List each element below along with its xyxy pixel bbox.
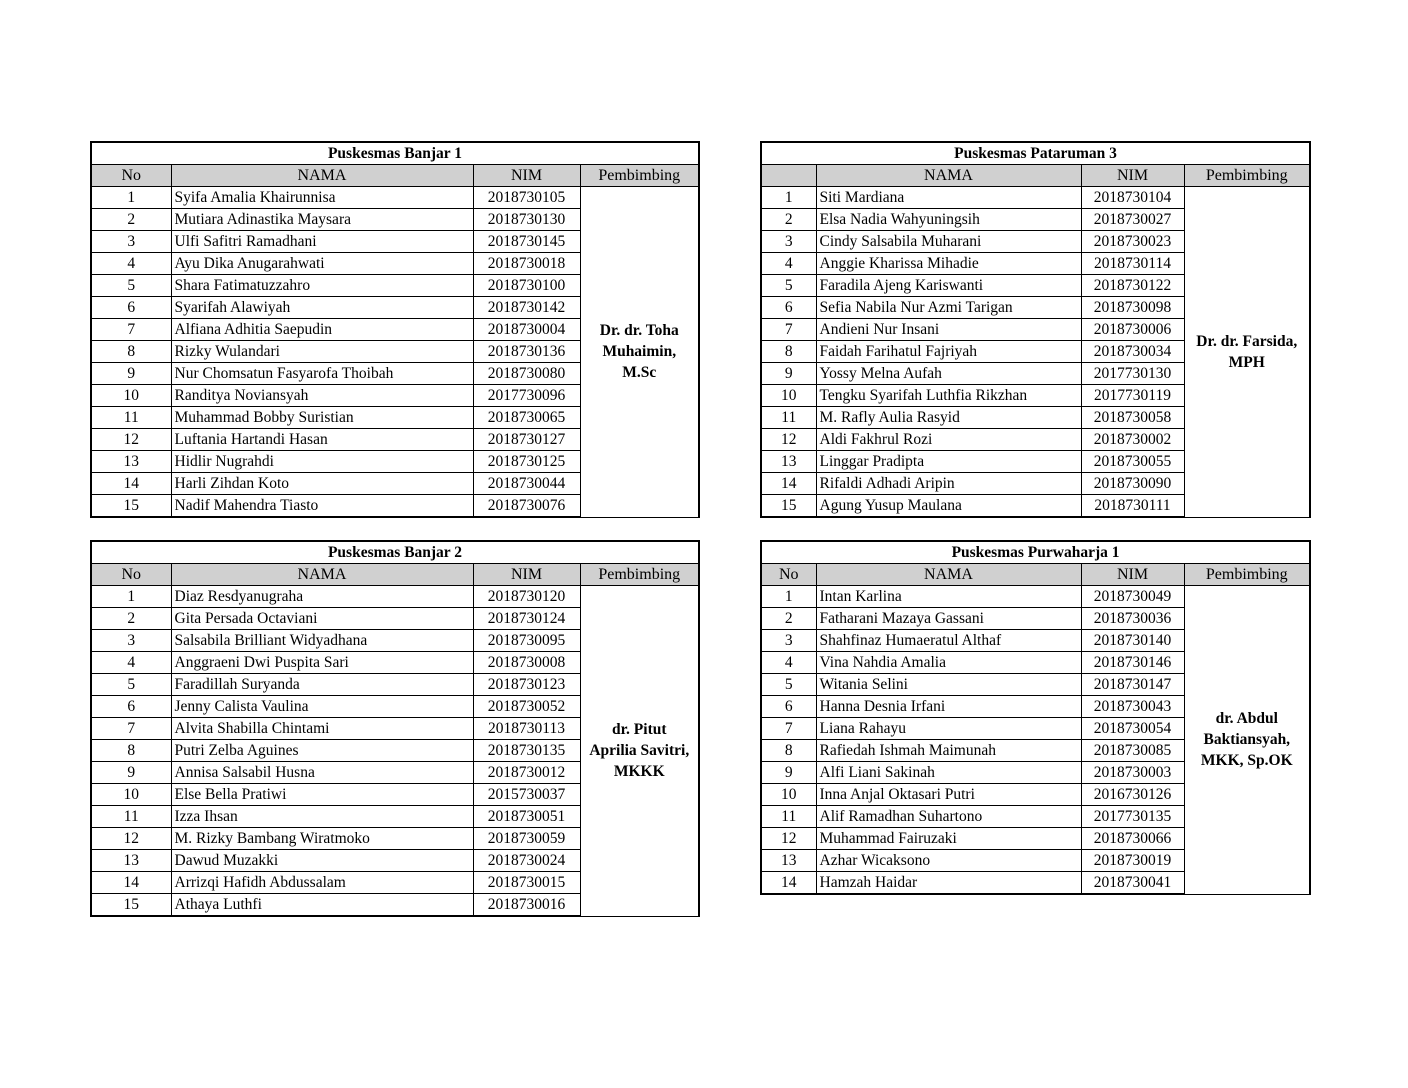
- cell-no: 1: [761, 586, 816, 608]
- cell-nama: Cindy Salsabila Muharani: [816, 231, 1081, 253]
- cell-nama: Linggar Pradipta: [816, 451, 1081, 473]
- cell-no: 9: [91, 762, 171, 784]
- cell-no: 5: [91, 674, 171, 696]
- cell-nim: 2018730054: [1081, 718, 1184, 740]
- cell-nama: Agung Yusup Maulana: [816, 495, 1081, 518]
- cell-nama: Intan Karlina: [816, 586, 1081, 608]
- column-header-nama: NAMA: [171, 564, 473, 586]
- header-row: [761, 564, 1310, 586]
- cell-nama: M. Rafly Aulia Rasyid: [816, 407, 1081, 429]
- cell-nim: 2018730113: [473, 718, 580, 740]
- cell-nim: 2018730023: [1081, 231, 1184, 253]
- cell-no: 4: [91, 253, 171, 275]
- cell-no: 8: [761, 740, 816, 762]
- cell-nim: 2018730003: [1081, 762, 1184, 784]
- pembimbing-line: MKK, Sp.OK: [1200, 752, 1293, 770]
- table-row: [91, 187, 699, 209]
- cell-nama: Siti Mardiana: [816, 187, 1081, 209]
- cell-no: 9: [91, 363, 171, 385]
- cell-nim: 2018730044: [473, 473, 580, 495]
- column-header-pembimbing: Pembimbing: [580, 564, 699, 586]
- pembimbing-line: dr. Abdul: [1215, 710, 1278, 728]
- cell-nama: Harli Zihdan Koto: [171, 473, 473, 495]
- cell-no: 6: [761, 696, 816, 718]
- cell-nama: Hanna Desnia Irfani: [816, 696, 1081, 718]
- cell-nim: 2018730146: [1081, 652, 1184, 674]
- table-title-row: [761, 142, 1310, 165]
- cell-no: 6: [91, 696, 171, 718]
- cell-nama: Yossy Melna Aufah: [816, 363, 1081, 385]
- cell-no: 6: [91, 297, 171, 319]
- cell-nama: Ayu Dika Anugarahwati: [171, 253, 473, 275]
- cell-nim: 2018730130: [473, 209, 580, 231]
- cell-no: 4: [91, 652, 171, 674]
- header-row: [91, 165, 699, 187]
- cell-nim: 2018730055: [1081, 451, 1184, 473]
- cell-no: 10: [761, 385, 816, 407]
- cell-nama: Annisa Salsabil Husna: [171, 762, 473, 784]
- cell-nim: 2018730120: [473, 586, 580, 608]
- cell-no: 3: [761, 231, 816, 253]
- cell-nim: 2015730037: [473, 784, 580, 806]
- cell-no: 12: [91, 429, 171, 451]
- cell-nama: Else Bella Pratiwi: [171, 784, 473, 806]
- cell-nama: Salsabila Brilliant Widyadhana: [171, 630, 473, 652]
- cell-nim: 2018730034: [1081, 341, 1184, 363]
- pembimbing-line: MKKK: [613, 763, 665, 781]
- cell-no: 2: [761, 209, 816, 231]
- cell-nim: 2018730041: [1081, 872, 1184, 895]
- cell-nama: Rizky Wulandari: [171, 341, 473, 363]
- column-header-nama: NAMA: [816, 165, 1081, 187]
- cell-nim: 2018730008: [473, 652, 580, 674]
- pembimbing-line: Aprilia Savitri,: [589, 742, 690, 760]
- cell-nim: 2018730036: [1081, 608, 1184, 630]
- cell-no: 7: [91, 718, 171, 740]
- cell-nama: Syarifah Alawiyah: [171, 297, 473, 319]
- table-row: [761, 586, 1310, 608]
- cell-nim: 2018730142: [473, 297, 580, 319]
- cell-no: 7: [761, 319, 816, 341]
- cell-nama: Alfi Liani Sakinah: [816, 762, 1081, 784]
- cell-no: 9: [761, 762, 816, 784]
- column-header-no: No: [761, 564, 816, 586]
- column-header-pembimbing: Pembimbing: [580, 165, 699, 187]
- table-title: Puskesmas Banjar 1: [91, 142, 699, 165]
- cell-no: 9: [761, 363, 816, 385]
- cell-no: 14: [91, 473, 171, 495]
- cell-no: 3: [761, 630, 816, 652]
- cell-nim: 2018730085: [1081, 740, 1184, 762]
- cell-no: 6: [761, 297, 816, 319]
- cell-nim: 2018730136: [473, 341, 580, 363]
- cell-nama: Putri Zelba Aguines: [171, 740, 473, 762]
- cell-no: 5: [761, 275, 816, 297]
- table-row: [91, 586, 699, 608]
- cell-nama: Liana Rahayu: [816, 718, 1081, 740]
- cell-nim: 2018730043: [1081, 696, 1184, 718]
- cell-no: 10: [91, 385, 171, 407]
- cell-no: 13: [761, 451, 816, 473]
- pembimbing-line: MPH: [1228, 353, 1265, 371]
- cell-nama: Fatharani Mazaya Gassani: [816, 608, 1081, 630]
- cell-nim: 2018730027: [1081, 209, 1184, 231]
- cell-nim: 2017730130: [1081, 363, 1184, 385]
- cell-nim: 2018730059: [473, 828, 580, 850]
- cell-nama: Randitya Noviansyah: [171, 385, 473, 407]
- cell-nama: Azhar Wicaksono: [816, 850, 1081, 872]
- cell-pembimbing: [580, 187, 699, 518]
- column-header-nim: NIM: [473, 165, 580, 187]
- cell-nama: Luftania Hartandi Hasan: [171, 429, 473, 451]
- cell-nama: Ulfi Safitri Ramadhani: [171, 231, 473, 253]
- table-row: [761, 187, 1310, 209]
- cell-nim: 2018730135: [473, 740, 580, 762]
- column-header-nama: NAMA: [816, 564, 1081, 586]
- table-title: Puskesmas Pataruman 3: [761, 142, 1310, 165]
- cell-no: 11: [761, 806, 816, 828]
- cell-no: 10: [91, 784, 171, 806]
- cell-no: 5: [91, 275, 171, 297]
- cell-no: 2: [761, 608, 816, 630]
- cell-nama: Izza Ihsan: [171, 806, 473, 828]
- column-header-no: [761, 165, 816, 187]
- table-puskesmas-banjar-2: [90, 540, 700, 917]
- cell-no: 4: [761, 652, 816, 674]
- cell-nama: Athaya Luthfi: [171, 894, 473, 917]
- cell-no: 13: [91, 850, 171, 872]
- cell-nama: Tengku Syarifah Luthfia Rikzhan: [816, 385, 1081, 407]
- cell-nama: Dawud Muzakki: [171, 850, 473, 872]
- cell-nama: Andieni Nur Insani: [816, 319, 1081, 341]
- cell-nim: 2018730049: [1081, 586, 1184, 608]
- cell-nama: Rafiedah Ishmah Maimunah: [816, 740, 1081, 762]
- cell-nama: Shahfinaz Humaeratul Althaf: [816, 630, 1081, 652]
- cell-nama: Alif Ramadhan Suhartono: [816, 806, 1081, 828]
- cell-no: 4: [761, 253, 816, 275]
- cell-nim: 2018730100: [473, 275, 580, 297]
- cell-nama: Gita Persada Octaviani: [171, 608, 473, 630]
- cell-nim: 2018730019: [1081, 850, 1184, 872]
- cell-nama: Alvita Shabilla Chintami: [171, 718, 473, 740]
- pembimbing-line: dr. Pitut: [611, 721, 667, 739]
- column-header-nama: NAMA: [171, 165, 473, 187]
- column-header-pembimbing: Pembimbing: [1184, 165, 1310, 187]
- cell-no: 7: [91, 319, 171, 341]
- cell-no: 13: [761, 850, 816, 872]
- pembimbing-line: Dr. dr. Farsida,: [1196, 332, 1298, 350]
- column-header-no: No: [91, 564, 171, 586]
- cell-nim: 2018730095: [473, 630, 580, 652]
- cell-no: 1: [91, 586, 171, 608]
- cell-nim: 2018730065: [473, 407, 580, 429]
- cell-nama: Faradillah Suryanda: [171, 674, 473, 696]
- cell-no: 1: [91, 187, 171, 209]
- cell-nama: Inna Anjal Oktasari Putri: [816, 784, 1081, 806]
- cell-nama: Faradila Ajeng Kariswanti: [816, 275, 1081, 297]
- cell-no: 14: [761, 473, 816, 495]
- column-header-no: No: [91, 165, 171, 187]
- cell-no: 15: [91, 894, 171, 917]
- cell-nama: Jenny Calista Vaulina: [171, 696, 473, 718]
- cell-nama: Faidah Farihatul Fajriyah: [816, 341, 1081, 363]
- cell-nim: 2018730104: [1081, 187, 1184, 209]
- cell-no: 14: [91, 872, 171, 894]
- pembimbing-line: M.Sc: [622, 364, 657, 382]
- cell-nama: Rifaldi Adhadi Aripin: [816, 473, 1081, 495]
- cell-nama: Hamzah Haidar: [816, 872, 1081, 895]
- pembimbing-line: Baktiansyah,: [1203, 731, 1291, 749]
- cell-pembimbing: [580, 586, 699, 917]
- column-header-nim: NIM: [1081, 564, 1184, 586]
- cell-nim: 2018730098: [1081, 297, 1184, 319]
- cell-nama: Elsa Nadia Wahyuningsih: [816, 209, 1081, 231]
- cell-no: 11: [91, 407, 171, 429]
- pembimbing-line: Dr. dr. Toha: [599, 322, 679, 340]
- cell-nama: Syifa Amalia Khairunnisa: [171, 187, 473, 209]
- cell-nim: 2018730016: [473, 894, 580, 917]
- cell-nim: 2017730096: [473, 385, 580, 407]
- table-title-row: [761, 541, 1310, 564]
- cell-pembimbing: [1184, 187, 1310, 518]
- cell-no: 3: [91, 630, 171, 652]
- table-puskesmas-pataruman-3: [760, 141, 1311, 518]
- cell-nama: Hidlir Nugrahdi: [171, 451, 473, 473]
- cell-nim: 2018730140: [1081, 630, 1184, 652]
- cell-nim: 2018730105: [473, 187, 580, 209]
- cell-no: 3: [91, 231, 171, 253]
- cell-nama: Diaz Resdyanugraha: [171, 586, 473, 608]
- cell-nama: Nur Chomsatun Fasyarofa Thoibah: [171, 363, 473, 385]
- cell-no: 12: [91, 828, 171, 850]
- cell-nama: Nadif Mahendra Tiasto: [171, 495, 473, 518]
- cell-no: 2: [91, 608, 171, 630]
- header-row: [761, 165, 1310, 187]
- cell-nim: 2018730012: [473, 762, 580, 784]
- table-title: Puskesmas Purwaharja 1: [761, 541, 1310, 564]
- table-puskesmas-banjar-1: [90, 141, 700, 518]
- cell-no: 2: [91, 209, 171, 231]
- cell-nama: Anggie Kharissa Mihadie: [816, 253, 1081, 275]
- cell-no: 14: [761, 872, 816, 895]
- cell-nim: 2018730145: [473, 231, 580, 253]
- cell-no: 13: [91, 451, 171, 473]
- cell-nim: 2018730015: [473, 872, 580, 894]
- cell-nim: 2018730124: [473, 608, 580, 630]
- cell-nama: M. Rizky Bambang Wiratmoko: [171, 828, 473, 850]
- cell-nim: 2018730002: [1081, 429, 1184, 451]
- column-header-pembimbing: Pembimbing: [1184, 564, 1310, 586]
- cell-nama: Anggraeni Dwi Puspita Sari: [171, 652, 473, 674]
- cell-nim: 2018730066: [1081, 828, 1184, 850]
- table-puskesmas-purwaharja-1: [760, 540, 1311, 895]
- cell-nim: 2018730004: [473, 319, 580, 341]
- cell-no: 12: [761, 429, 816, 451]
- cell-nim: 2018730024: [473, 850, 580, 872]
- cell-nama: Vina Nahdia Amalia: [816, 652, 1081, 674]
- cell-nim: 2016730126: [1081, 784, 1184, 806]
- cell-nim: 2018730080: [473, 363, 580, 385]
- cell-nim: 2018730051: [473, 806, 580, 828]
- cell-nama: Muhammad Bobby Suristian: [171, 407, 473, 429]
- cell-nama: Witania Selini: [816, 674, 1081, 696]
- cell-no: 11: [91, 806, 171, 828]
- cell-nama: Arrizqi Hafidh Abdussalam: [171, 872, 473, 894]
- cell-nama: Sefia Nabila Nur Azmi Tarigan: [816, 297, 1081, 319]
- cell-nama: Mutiara Adinastika Maysara: [171, 209, 473, 231]
- cell-nim: 2018730114: [1081, 253, 1184, 275]
- cell-nim: 2018730018: [473, 253, 580, 275]
- cell-nim: 2018730090: [1081, 473, 1184, 495]
- pembimbing-line: Muhaimin,: [602, 343, 677, 361]
- cell-no: 15: [761, 495, 816, 518]
- cell-no: 8: [91, 740, 171, 762]
- cell-no: 11: [761, 407, 816, 429]
- cell-no: 7: [761, 718, 816, 740]
- cell-nim: 2018730123: [473, 674, 580, 696]
- cell-nama: Alfiana Adhitia Saepudin: [171, 319, 473, 341]
- cell-no: 8: [91, 341, 171, 363]
- cell-nim: 2018730058: [1081, 407, 1184, 429]
- cell-pembimbing: [1184, 586, 1310, 895]
- cell-nama: Shara Fatimatuzzahro: [171, 275, 473, 297]
- cell-nim: 2018730111: [1081, 495, 1184, 518]
- cell-nim: 2017730119: [1081, 385, 1184, 407]
- cell-no: 12: [761, 828, 816, 850]
- cell-no: 10: [761, 784, 816, 806]
- cell-no: 8: [761, 341, 816, 363]
- cell-nim: 2017730135: [1081, 806, 1184, 828]
- table-title-row: [91, 541, 699, 564]
- cell-nim: 2018730147: [1081, 674, 1184, 696]
- cell-no: 1: [761, 187, 816, 209]
- column-header-nim: NIM: [473, 564, 580, 586]
- table-title: Puskesmas Banjar 2: [91, 541, 699, 564]
- cell-nim: 2018730125: [473, 451, 580, 473]
- cell-no: 15: [91, 495, 171, 518]
- cell-nim: 2018730006: [1081, 319, 1184, 341]
- cell-nim: 2018730052: [473, 696, 580, 718]
- header-row: [91, 564, 699, 586]
- cell-nama: Muhammad Fairuzaki: [816, 828, 1081, 850]
- cell-nim: 2018730076: [473, 495, 580, 518]
- cell-nim: 2018730122: [1081, 275, 1184, 297]
- column-header-nim: NIM: [1081, 165, 1184, 187]
- table-title-row: [91, 142, 699, 165]
- cell-nama: Aldi Fakhrul Rozi: [816, 429, 1081, 451]
- cell-nim: 2018730127: [473, 429, 580, 451]
- cell-no: 5: [761, 674, 816, 696]
